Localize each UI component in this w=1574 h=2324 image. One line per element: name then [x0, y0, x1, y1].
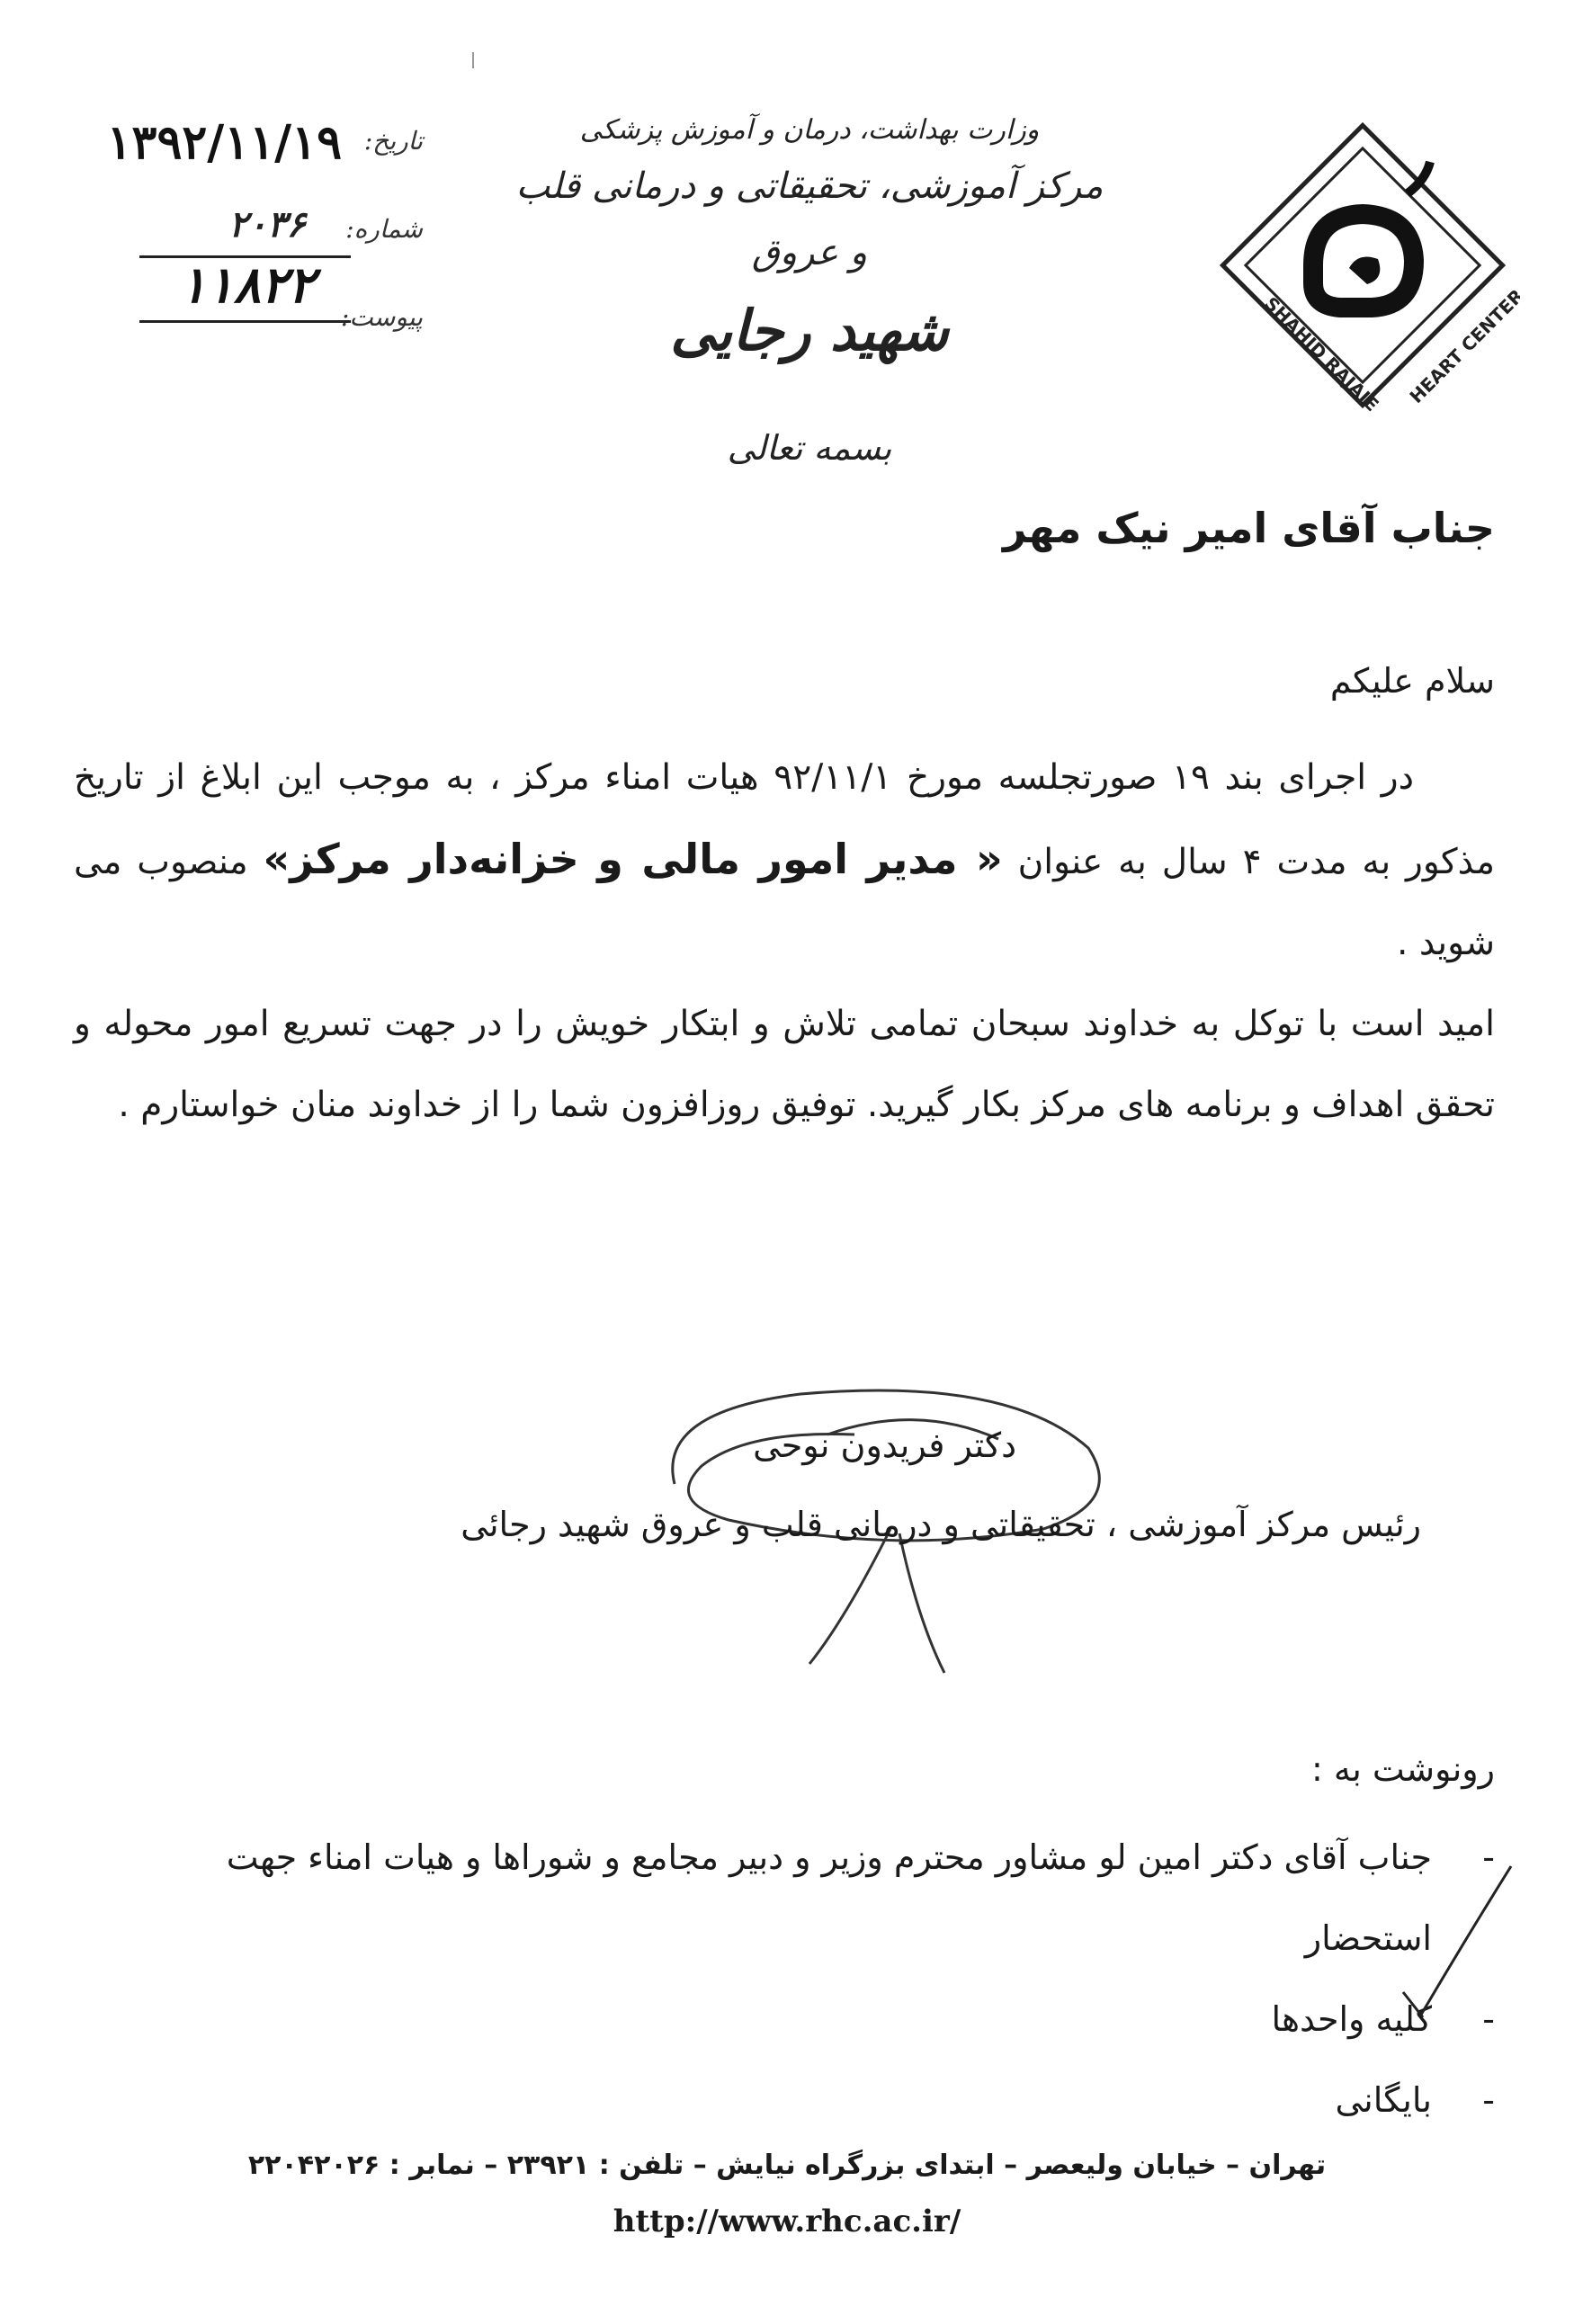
letter-meta [54, 115, 423, 344]
logo-text-right: HEART CENTER [1405, 284, 1520, 408]
heart-center-logo [1205, 108, 1520, 423]
body-p1-b: منصوب می شوید . [74, 842, 1495, 963]
recipient: جناب آقای امیر نیک مهر [1002, 504, 1495, 552]
heart-center-logo-icon [1205, 108, 1520, 423]
date-label: تاریخ: [363, 126, 423, 156]
cc-list [146, 1817, 1495, 2141]
date-row [54, 115, 423, 203]
cc-item [146, 1817, 1495, 1979]
center-line: مرکز آموزشی، تحقیقاتی و درمانی قلب و عروق [515, 165, 1104, 273]
cc-item-text: بایگانی [1335, 2080, 1432, 2120]
hospital-name: شهید رجایی [670, 298, 949, 363]
cc-dash: - [1482, 2080, 1495, 2120]
body-p1-a: در اجرای بند ۱۹ صورتجلسه مورخ ۹۲/۱۱/۱ هیات امناء مرکز ، به موجب این ابلاغ از تاریخ مذکور به مدت ۴ سال به عنوان [74, 757, 1495, 882]
logo-text-left: SHAHID RAJAIE [1260, 292, 1383, 416]
cc-dash: - [1482, 1837, 1495, 1877]
ministry-line: وزارت بهداشت، درمان و آموزش پزشکی [579, 114, 1040, 146]
greeting: سلام علیکم [1329, 661, 1495, 701]
cc-item-text: کلیه واحدها [1271, 1999, 1432, 2039]
cc-dash: - [1482, 1999, 1495, 2039]
signatory-title: رئیس مرکز آموزشی ، تحقیقاتی و درمانی قلب و عروق شهید رجائی [461, 1505, 1421, 1544]
attachment-underline [139, 320, 351, 323]
footer-url: http://www.rhc.ac.ir/ [613, 2203, 961, 2239]
cc-title: رونوشت به : [1311, 1749, 1495, 1789]
body-paragraph-1 [74, 737, 1495, 984]
bismillah: بسمه تعالی [727, 428, 892, 468]
number-label: شماره: [345, 214, 423, 244]
attachment-label: پیوست: [340, 302, 423, 332]
footer-address: تهران – خیابان ولیعصر – ابتدای بزرگراه نیایش – تلفن : ۲۳۹۲۱ – نمابر : ۲۲۰۴۲۰۲۶ [247, 2150, 1327, 2181]
cc-item [146, 1979, 1495, 2060]
cc-item [146, 2060, 1495, 2141]
body-paragraph-2: امید است با توکل به خداوند سبحان تمامی تلاش و ابتکار خویش را در جهت تسریع امور محوله و تحقق اهداف و برنامه های مرکز بکار گیرید. توفیق روزافزون شما را از خداوند منان خواستارم . [74, 1004, 1495, 1125]
letter-body [74, 737, 1495, 1146]
scan-artifact [472, 52, 474, 68]
number-value-row [54, 255, 423, 344]
date-value: ۱۳۹۲/۱۱/۱۹ [106, 115, 342, 170]
cc-item-text: جناب آقای دکتر امین لو مشاور محترم وزیر و دبیر مجامع و شوراها و هیات امناء جهت استحضار [226, 1837, 1432, 1958]
signatory-name: دکتر فریدون نوحی [753, 1426, 1016, 1465]
letterhead [504, 108, 1115, 484]
number-value: ۱۱۸۲۲ [179, 255, 315, 315]
number-prefix: ۲۰۳۶ [228, 203, 306, 246]
body-p1-title: « مدیر امور مالی و خزانه‌دار مرکز» [263, 835, 1003, 883]
